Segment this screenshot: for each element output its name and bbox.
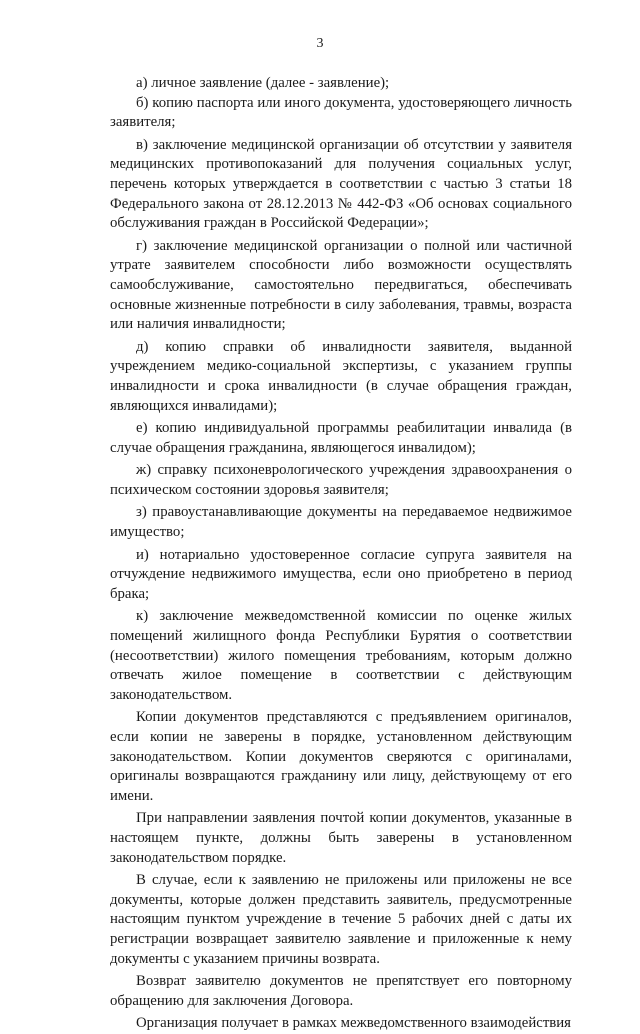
list-item-b: б) копию паспорта или иного документа, удостоверяющего личность заявителя; (110, 94, 572, 131)
paragraph-missing-documents: В случае, если к заявлению не приложены или приложены не все документы, которые должен представить заявитель, предусмотренные настоящим пунктом учреждение в течение 5 рабочих дней с даты их регистрации возвращает заявителю заявление и приложенные к нему документы с указанием причины возврата. (110, 872, 572, 967)
list-item-e: е) копию индивидуальной программы реабилитации инвалида (в случае обращения гражданина, являющегося инвалидом); (110, 420, 572, 456)
list-item-k: к) заключение межведомственной комиссии по оценке жилых помещений жилищного фонда Республики Бурятия о соответствии (несоответствии) жилого помещения требованиям, которым должно отвечать жилое помещение в соответствии с действующим законодательством. (110, 608, 572, 703)
page-number: 3 (316, 36, 324, 51)
list-item-v: в) заключение медицинской организации об отсутствии у заявителя медицинских противопоказаний для получения социальных услуг, перечень которых утверждается в соответствии с частью 3 статьи 18 Федерального закона от 28.12.2013 № 442-ФЗ «Об основах социального обслуживания граждан в Российской Федерации»; (110, 136, 572, 232)
paragraph-interagency: Организация получает в рамках межведомственного взаимодействия (136, 1015, 571, 1032)
list-item-zh: ж) справку психоневрологического учреждения здравоохранения о психическом состоянии здоровья заявителя; (110, 462, 572, 498)
list-item-a: а) личное заявление (далее - заявление); (136, 75, 390, 91)
paragraph-return: Возврат заявителю документов не препятствует его повторному обращению для заключения Договора. (110, 973, 572, 1009)
paragraph-postal: При направлении заявления почтой копии документов, указанные в настоящем пункте, должны быть заверены в установленном законодательством порядке. (110, 810, 572, 866)
list-item-g: г) заключение медицинской организации о полной или частичной утрате заявителем способности либо возможности осуществлять самообслуживание, самостоятельно передвигаться, обеспечивать основные жизненные потребности в силу заболевания, травмы, возраста или наличия инвалидности; (110, 237, 572, 333)
document-body (110, 74, 572, 1034)
list-item-d: д) копию справки об инвалидности заявителя, выданной учреждением медико-социальной экспертизы, с указанием группы инвалидности и срока инвалидности (в случае обращения граждан, являющихся инвалидами); (110, 338, 572, 414)
list-item-i: и) нотариально удостоверенное согласие супруга заявителя на отчуждение недвижимого имущества, если оно приобретено в период брака; (110, 546, 572, 602)
paragraph-copies: Копии документов представляются с предъявлением оригиналов, если копии не заверены в порядке, установленном действующим законодательством. Копии документов сверяются с оригиналами, оригиналы возвращаются гражданину или лицу, действующему от его имени. (110, 709, 572, 804)
list-item-z: з) правоустанавливающие документы на передаваемое недвижимое имущество; (110, 504, 572, 541)
